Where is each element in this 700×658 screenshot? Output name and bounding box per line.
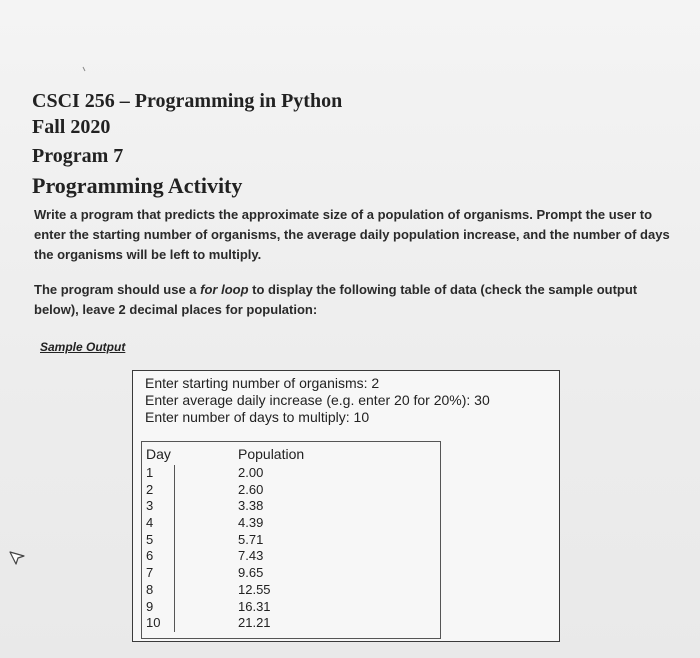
instructions-paragraph: Write a program that predicts the approximate size of a population of organisms. Prompt the user to enter the starting number of organisms, the average daily population increase, and the number of days the organisms will be left to multiply. xyxy=(34,207,670,262)
term-label: Fall 2020 xyxy=(32,116,111,138)
population-column xyxy=(238,465,271,632)
activity-heading: Programming Activity xyxy=(32,173,243,198)
day-cell: 5 xyxy=(146,531,154,547)
population-cell: 21.21 xyxy=(238,615,271,631)
loop-requirement-paragraph xyxy=(34,280,674,320)
pen-mark xyxy=(82,66,88,72)
day-cell: 3 xyxy=(146,498,154,514)
mouse-pointer-icon xyxy=(8,550,26,568)
day-cell: 7 xyxy=(146,565,154,581)
population-column-header: Population xyxy=(238,446,305,462)
prompt-organisms: Enter starting number of organisms: 2 xyxy=(145,375,380,391)
course-title: CSCI 256 – Programming in Python xyxy=(32,90,343,112)
day-cell: 2 xyxy=(146,481,154,497)
population-cell: 5.71 xyxy=(238,531,264,547)
population-cell: 12.55 xyxy=(238,581,271,597)
population-cell: 4.39 xyxy=(238,515,264,531)
day-column xyxy=(146,465,175,632)
day-column-header: Day xyxy=(146,446,171,462)
prompt-increase: Enter average daily increase (e.g. enter 20 for 20%): 30 xyxy=(145,392,490,408)
population-cell: 16.31 xyxy=(238,598,271,614)
population-cell: 3.38 xyxy=(238,498,264,514)
para2-before: The program should use a xyxy=(34,282,201,297)
prompt-days: Enter number of days to multiply: 10 xyxy=(145,409,370,425)
population-cell: 9.65 xyxy=(238,565,264,581)
day-cell: 4 xyxy=(146,515,154,531)
sample-output-box xyxy=(132,370,560,642)
para2-after: to display the following table of data (check the sample output below), leave 2 decimal places for population: xyxy=(34,282,638,317)
day-cell: 9 xyxy=(146,598,154,614)
day-cell: 6 xyxy=(146,548,154,564)
sample-output-label: Sample Output xyxy=(40,340,126,354)
population-cell: 2.60 xyxy=(238,481,264,497)
population-cell: 2.00 xyxy=(238,465,264,480)
for-loop-emphasis: for loop xyxy=(200,282,249,297)
day-cell: 1 xyxy=(146,465,154,480)
day-cell: 10 xyxy=(146,615,161,631)
program-title: Program 7 xyxy=(32,145,124,167)
population-table xyxy=(141,441,441,639)
population-cell: 7.43 xyxy=(238,548,264,564)
day-cell: 8 xyxy=(146,581,154,597)
